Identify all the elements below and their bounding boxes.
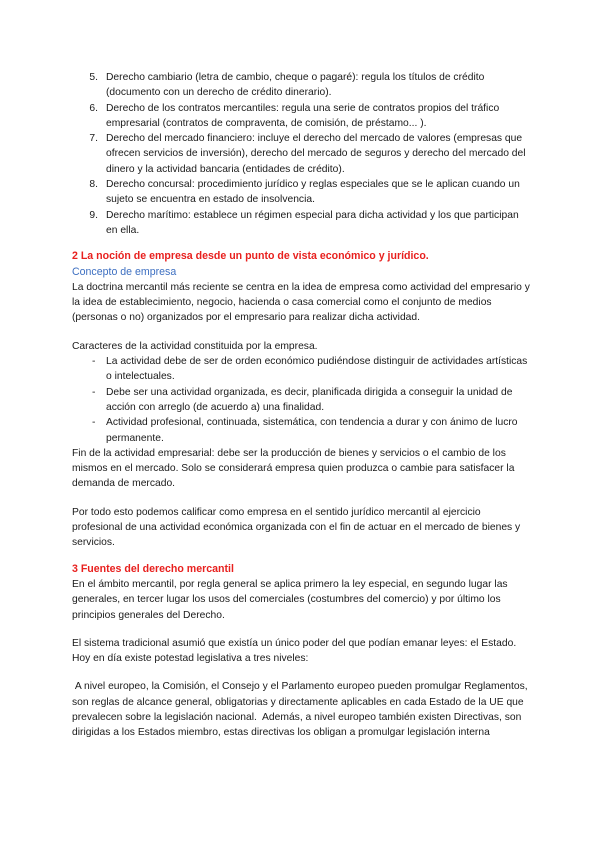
document-content bbox=[72, 70, 532, 741]
list-item bbox=[72, 131, 532, 177]
bullet-item bbox=[72, 415, 532, 446]
bullet-dash: - bbox=[92, 356, 96, 368]
list-text: Derecho de los contratos mercantiles: regula una serie de contratos propios del tráfico empresarial (contratos de compraventa, de comisión, de préstamo... ). bbox=[106, 102, 500, 129]
bullet-dash: - bbox=[92, 386, 96, 398]
numbered-list bbox=[72, 70, 532, 238]
section-3-heading: 3 Fuentes del derecho mercantil bbox=[72, 562, 234, 575]
bullet-dash: - bbox=[92, 417, 96, 429]
section-3-paragraph-3: A nivel europeo, la Comisión, el Consejo y el Parlamento europeo pueden promulgar Reglamentos, son reglas de alcance general, obligatorias y directamente aplicables en cada Estado de la UE que prevalecen sobre la legislación nacional. Además, a nivel europeo también existen Directivas, son dirigidas a los Estados miembro, estas directivas los obligan a promulgar legislación interna bbox=[72, 681, 531, 739]
list-item bbox=[72, 70, 532, 101]
section-3-paragraph-1: En el ámbito mercantil, por regla general se aplica primero la ley especial, en segundo lugar las generales, en tercer lugar los usos del comerciales (costumbres del comercio) y por último los principios generales del Derecho. bbox=[72, 578, 508, 621]
section-2-paragraph-4: Por todo esto podemos calificar como empresa en el sentido jurídico mercantil al ejercicio profesional de una actividad económica organizada con el fin de actuar en el mercado de bienes y servicios. bbox=[72, 506, 521, 549]
list-number: 7. bbox=[89, 133, 98, 145]
list-number: 5. bbox=[89, 72, 98, 83]
section-3-paragraph-2: El sistema tradicional asumió que existía un único poder del que podían emanar leyes: el Estado. Hoy en día existe potestad legislativa a tres niveles: bbox=[72, 637, 517, 665]
section-2-paragraph-2: Caracteres de la actividad constituida por la empresa. bbox=[72, 340, 318, 352]
section-2-subheading: Concepto de empresa bbox=[72, 265, 177, 278]
section-2-heading: 2 La noción de empresa desde un punto de vista económico y jurídico. bbox=[72, 250, 429, 263]
list-item bbox=[72, 101, 532, 132]
section-2-paragraph-1: La doctrina mercantil más reciente se centra en la idea de empresa como actividad del empresario y la idea de establecimiento, negocio, hacienda o casa comercial como el conjunto de medios (personas o no) organizados por el empresario para realizar dicha actividad. bbox=[72, 281, 530, 324]
list-text: Derecho marítimo: establece un régimen especial para dicha actividad y los que participan en ella. bbox=[106, 209, 519, 236]
list-item bbox=[72, 208, 532, 239]
list-number: 6. bbox=[89, 102, 98, 114]
bullet-list bbox=[72, 354, 532, 446]
list-text: Derecho cambiario (letra de cambio, cheque o pagaré): regula los títulos de crédito (documento con un derecho de crédito dinerario). bbox=[106, 72, 485, 99]
list-item bbox=[72, 177, 532, 208]
bullet-item bbox=[72, 385, 532, 416]
section-2-paragraph-3: Fin de la actividad empresarial: debe ser la producción de bienes y servicios o el cambio de los mismos en el mercado. Solo se considerará empresa quien produzca o cambie para satisfacer la demanda de mercado. bbox=[72, 447, 515, 490]
bullet-item bbox=[72, 354, 532, 385]
bullet-text: Debe ser una actividad organizada, es decir, planificada dirigida a conseguir la unidad de acción con arreglo (de acuerdo a) una finalidad. bbox=[106, 386, 513, 413]
list-number: 8. bbox=[89, 179, 98, 191]
list-number: 9. bbox=[89, 209, 98, 221]
bullet-text: La actividad debe de ser de orden económico pudiéndose distinguir de actividades artísticas o intelectuales. bbox=[106, 356, 528, 383]
list-text: Derecho concursal: procedimiento jurídico y reglas especiales que se le aplican cuando un sujeto se encuentra en estado de insolvencia. bbox=[106, 179, 520, 206]
bullet-text: Actividad profesional, continuada, sistemática, con tendencia a durar y con ánimo de lucro permanente. bbox=[106, 417, 518, 444]
list-text: Derecho del mercado financiero: incluye el derecho del mercado de valores (empresas que ofrecen servicios de inversión), derecho del mercado de seguros y derecho del mercado del dinero y la actividad bancaria (entidades de crédito). bbox=[106, 133, 526, 175]
